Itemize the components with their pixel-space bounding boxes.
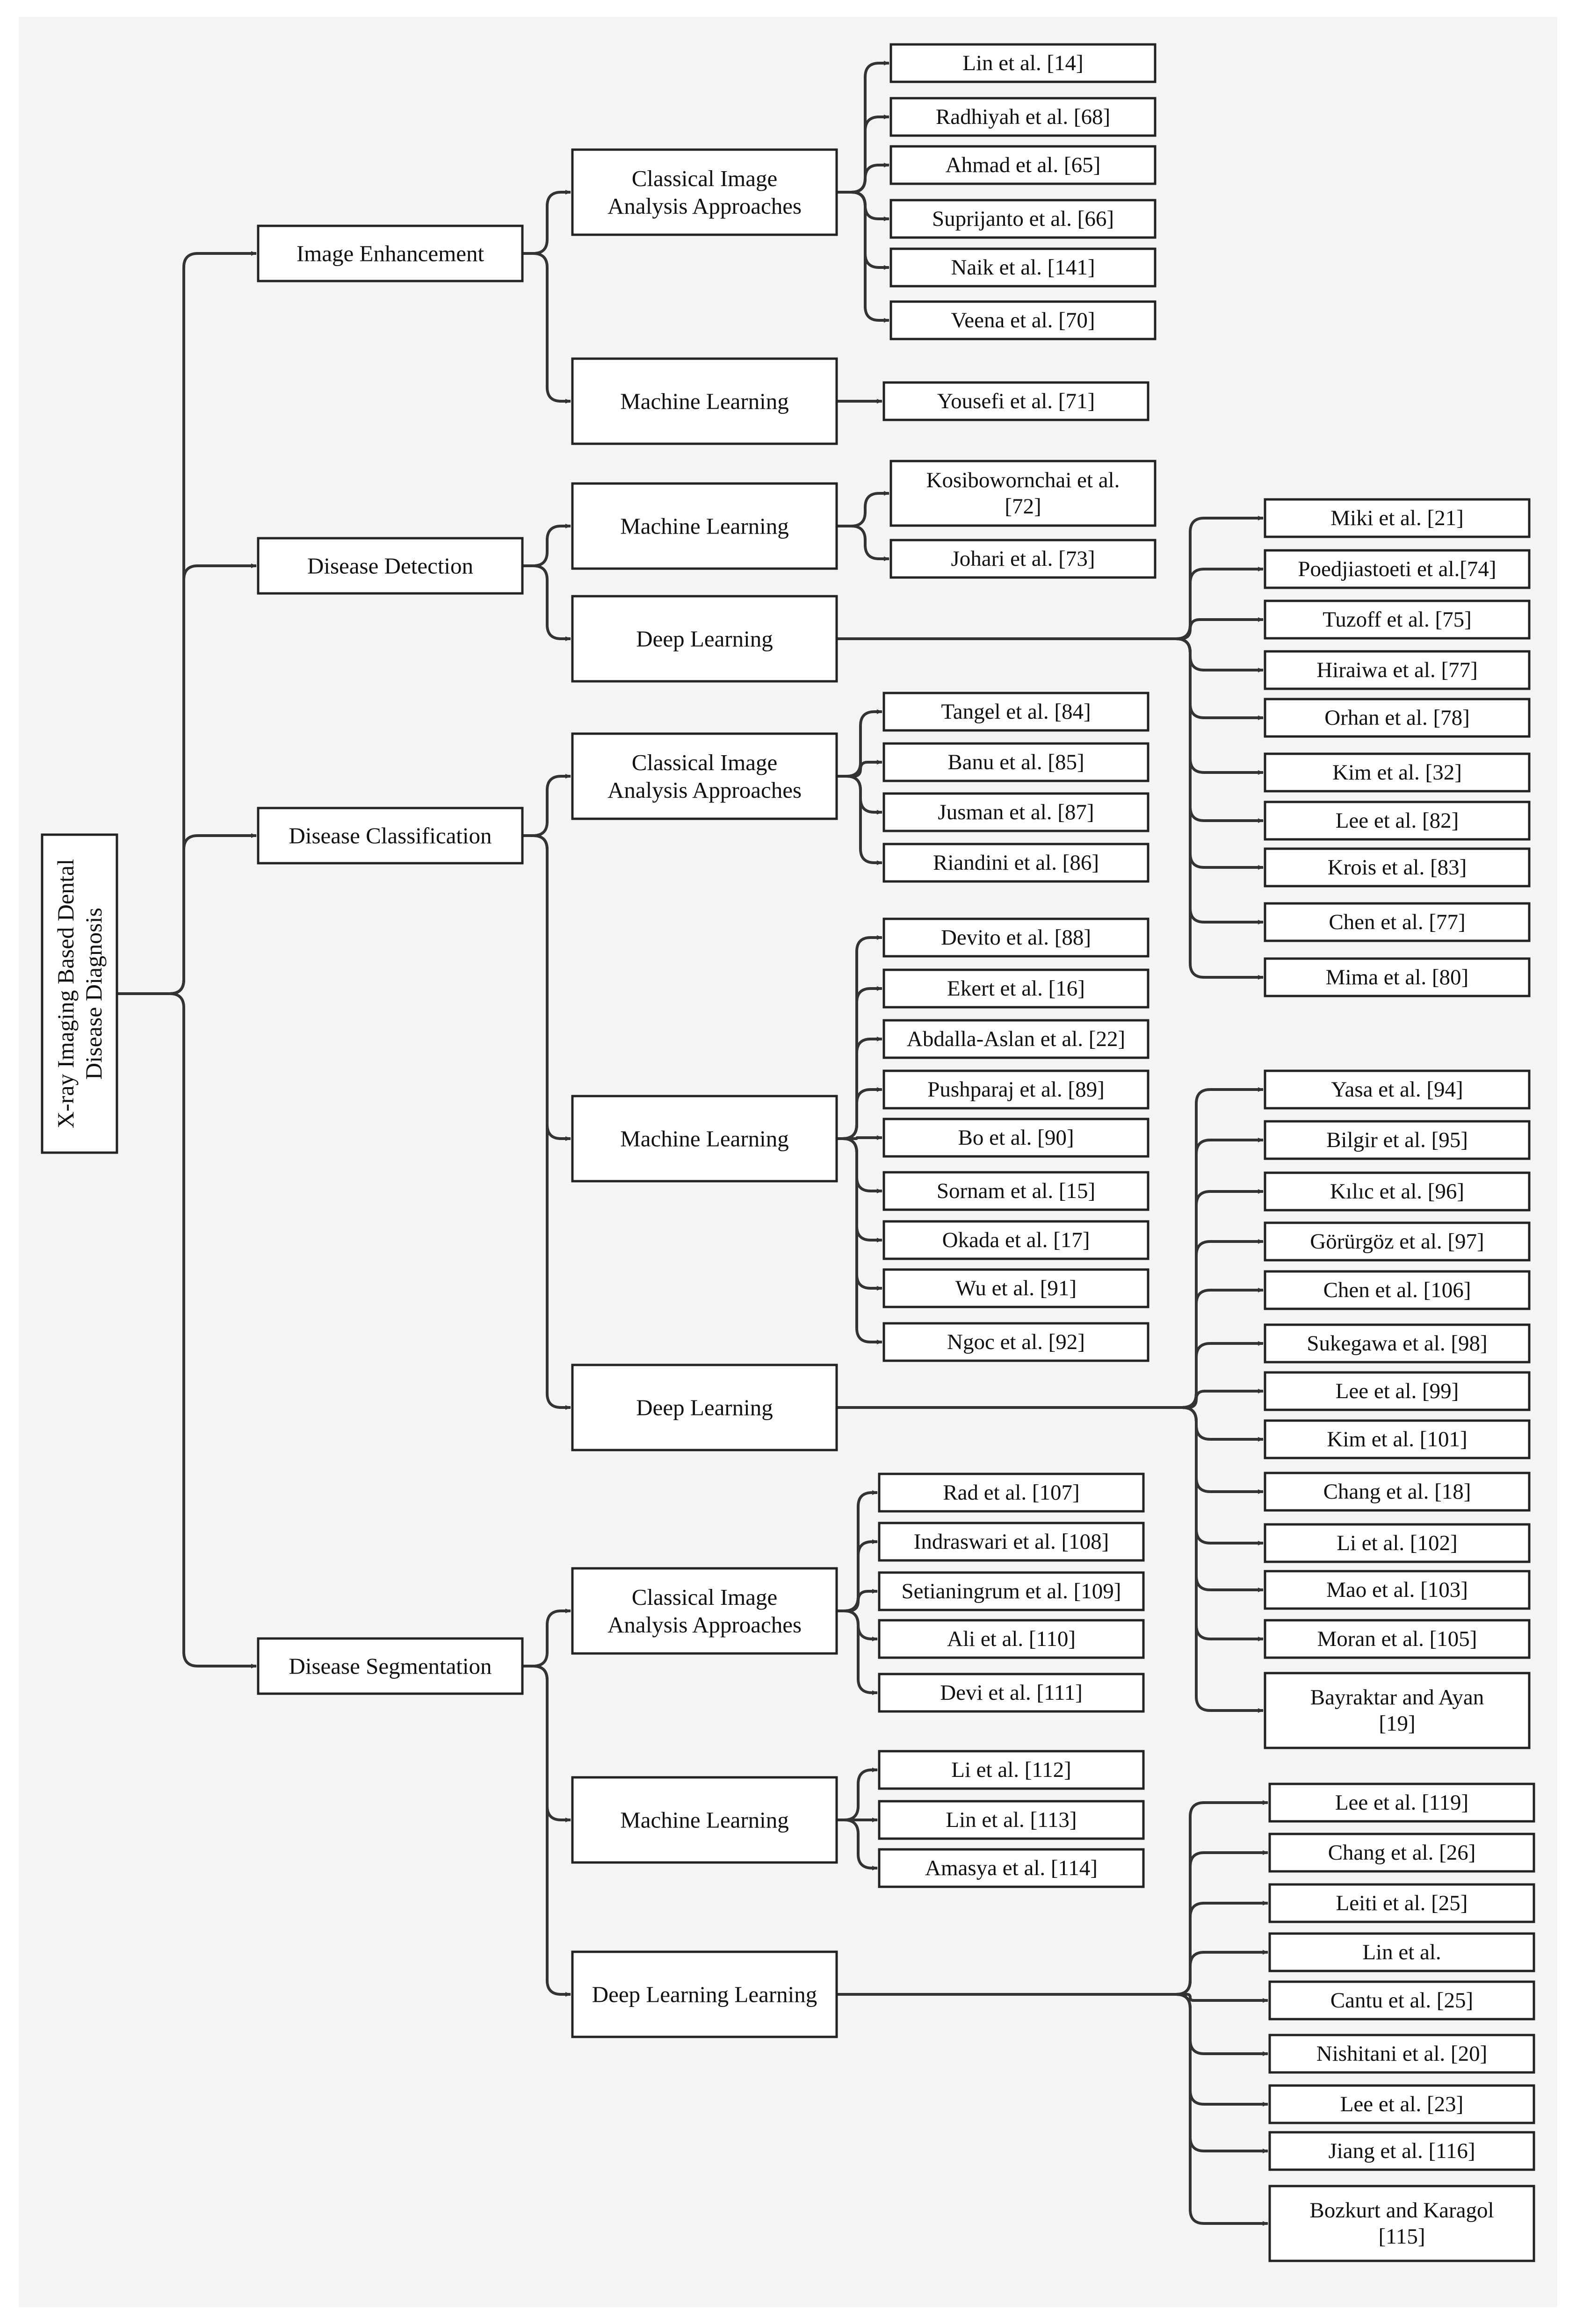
study-devito-et-al xyxy=(884,919,1148,956)
study-suprijanto-et-al-label: Suprijanto et al. [66] xyxy=(932,207,1114,231)
study-kim-et-al-label: Kim et al. [101] xyxy=(1327,1427,1468,1451)
study-bo-et-al-label: Bo et al. [90] xyxy=(958,1126,1074,1150)
study-ngoc-et-al xyxy=(884,1323,1148,1361)
study-setianingrum-et-al xyxy=(879,1573,1143,1610)
method-ds-ml-machine-learning-label: Machine Learning xyxy=(620,1807,789,1833)
study-jusman-et-al xyxy=(884,794,1148,831)
study-mao-et-al xyxy=(1265,1571,1529,1609)
study-orhan-et-al-label: Orhan et al. [78] xyxy=(1324,706,1470,730)
study-chang-et-al-label: Chang et al. [26] xyxy=(1328,1840,1476,1865)
study-rad-et-al-label: Rad et al. [107] xyxy=(943,1480,1080,1505)
task-disease-segmentation-label: Disease Segmentation xyxy=(289,1653,492,1679)
study-leiti-et-al xyxy=(1270,1884,1534,1922)
study-ngoc-et-al-label: Ngoc et al. [92] xyxy=(947,1330,1085,1354)
study-radhiyah-et-al-label: Radhiyah et al. [68] xyxy=(935,105,1111,129)
study-banu-et-al-label: Banu et al. [85] xyxy=(947,750,1084,774)
study-johari-et-al xyxy=(891,540,1155,577)
study-kim-et-al-label: Kim et al. [32] xyxy=(1332,760,1462,785)
study-rad-et-al xyxy=(879,1474,1143,1511)
study-lee-et-al xyxy=(1265,1372,1529,1410)
method-dd-dl-deep-learning xyxy=(572,596,837,681)
study-sukegawa-et-al xyxy=(1265,1325,1529,1362)
method-ds-cia-classical-image-analysis-approaches-label: Analysis Approaches xyxy=(607,1611,802,1638)
study-ali-et-al-label: Ali et al. [110] xyxy=(947,1627,1076,1651)
study-suprijanto-et-al xyxy=(891,200,1155,238)
method-ds-cia-classical-image-analysis-approaches-label: Classical Image xyxy=(631,1584,778,1610)
study-miki-et-al xyxy=(1265,499,1529,537)
study-riandini-et-al xyxy=(884,844,1148,881)
study-lee-et-al-label: Lee et al. [99] xyxy=(1335,1379,1459,1403)
study-jiang-et-al-label: Jiang et al. [116] xyxy=(1328,2139,1475,2163)
study-mao-et-al-label: Mao et al. [103] xyxy=(1326,1578,1468,1602)
study-krois-et-al-label: Krois et al. [83] xyxy=(1327,855,1467,880)
study-bilgir-et-al-label: Bilgir et al. [95] xyxy=(1326,1128,1468,1152)
study-orhan-et-al xyxy=(1265,699,1529,736)
method-dc-cia-classical-image-analysis-approaches xyxy=(572,734,837,819)
study-bayraktar-and-ayan-label: [19] xyxy=(1379,1711,1416,1736)
study-ahmad-et-al-label: Ahmad et al. [65] xyxy=(945,153,1101,177)
method-dc-cia-classical-image-analysis-approaches-label: Classical Image xyxy=(631,750,778,776)
study-lee-et-al xyxy=(1265,802,1529,839)
study-kosibowornchai-et-al-label: [72] xyxy=(1005,494,1041,519)
study-ali-et-al xyxy=(879,1620,1143,1658)
method-ds-ml-machine-learning xyxy=(572,1777,837,1862)
study-chen-et-al-label: Chen et al. [77] xyxy=(1329,910,1466,934)
study-bilgir-et-al xyxy=(1265,1121,1529,1159)
study-jiang-et-al xyxy=(1270,2132,1534,2170)
method-ds-dl-deep-learning-learning-label: Deep Learning Learning xyxy=(592,1981,817,2007)
root-node-label: Disease Diagnosis xyxy=(80,908,107,1080)
study-mima-et-al xyxy=(1265,959,1529,996)
study-bayraktar-and-ayan-label: Bayraktar and Ayan xyxy=(1310,1685,1484,1710)
study-li-et-al xyxy=(879,1751,1143,1789)
study-lin-et-al xyxy=(1270,1934,1534,1971)
method-ie-ml-machine-learning-label: Machine Learning xyxy=(620,388,789,414)
task-disease-classification-label: Disease Classification xyxy=(289,823,492,849)
study-chen-et-al xyxy=(1265,903,1529,941)
study-riandini-et-al-label: Riandini et al. [86] xyxy=(933,851,1099,875)
study-tuzoff-et-al-label: Tuzoff et al. [75] xyxy=(1323,607,1472,632)
study-naik-et-al xyxy=(891,249,1155,286)
study-banu-et-al xyxy=(884,743,1148,781)
method-dc-ml-machine-learning xyxy=(572,1096,837,1181)
task-disease-classification xyxy=(258,808,522,863)
study-cantu-et-al xyxy=(1270,1982,1534,2019)
method-ds-cia-classical-image-analysis-approaches-box xyxy=(572,1568,837,1653)
method-dc-dl-deep-learning-label: Deep Learning xyxy=(636,1394,773,1421)
study-naik-et-al-label: Naik et al. [141] xyxy=(951,255,1095,280)
study-bayraktar-and-ayan xyxy=(1265,1673,1529,1748)
study-abdalla-aslan-et-al-label: Abdalla-Aslan et al. [22] xyxy=(906,1027,1126,1051)
study-bozkurt-and-karagol-box xyxy=(1270,2186,1534,2261)
method-dd-dl-deep-learning-label: Deep Learning xyxy=(636,626,773,652)
study-veena-et-al-label: Veena et al. [70] xyxy=(951,308,1095,332)
study-kosibowornchai-et-al-label: Kosibowornchai et al. xyxy=(926,468,1120,492)
study-bo-et-al xyxy=(884,1119,1148,1156)
study-lin-et-al-label: Lin et al. [14] xyxy=(962,51,1084,75)
study-bayraktar-and-ayan-box xyxy=(1265,1673,1529,1748)
study-chen-et-al xyxy=(1265,1271,1529,1309)
task-image-enhancement-label: Image Enhancement xyxy=(296,240,484,267)
study-ekert-et-al-label: Ekert et al. [16] xyxy=(947,976,1085,1001)
study-chen-et-al-label: Chen et al. [106] xyxy=(1323,1278,1471,1302)
method-dd-ml-machine-learning-label: Machine Learning xyxy=(620,513,789,539)
study-hiraiwa-et-al xyxy=(1265,651,1529,689)
study-indraswari-et-al-label: Indraswari et al. [108] xyxy=(913,1530,1109,1554)
root-node-label: X-ray Imaging Based Dental xyxy=(52,859,79,1129)
study-lee-et-al-label: Lee et al. [119] xyxy=(1335,1790,1469,1815)
study-johari-et-al-label: Johari et al. [73] xyxy=(951,547,1095,571)
study-chang-et-al-label: Chang et al. [18] xyxy=(1323,1480,1471,1504)
study-mima-et-al-label: Mima et al. [80] xyxy=(1325,965,1469,989)
study-lee-et-al-label: Lee et al. [82] xyxy=(1335,808,1459,833)
study-lee-et-al xyxy=(1270,2086,1534,2123)
study-krois-et-al xyxy=(1265,849,1529,886)
study-devi-et-al-label: Devi et al. [111] xyxy=(940,1681,1083,1705)
study-lin-et-al-label: Lin et al. [113] xyxy=(946,1808,1077,1832)
study-sukegawa-et-al-label: Sukegawa et al. [98] xyxy=(1307,1331,1488,1356)
study-setianingrum-et-al-label: Setianingrum et al. [109] xyxy=(901,1579,1121,1603)
study-nishitani-et-al xyxy=(1270,2035,1534,2072)
study-bozkurt-and-karagol-label: [115] xyxy=(1378,2224,1425,2249)
study-tuzoff-et-al xyxy=(1265,601,1529,638)
study-cantu-et-al-label: Cantu et al. [25] xyxy=(1330,1988,1474,2013)
study-lin-et-al xyxy=(879,1801,1143,1839)
method-ie-cia-classical-image-analysis-approaches-label: Analysis Approaches xyxy=(607,193,802,219)
study-okada-et-al xyxy=(884,1221,1148,1259)
study-leiti-et-al-label: Leiti et al. [25] xyxy=(1336,1891,1468,1915)
method-dd-ml-machine-learning xyxy=(572,484,837,569)
study-sornam-et-al-label: Sornam et al. [15] xyxy=(936,1179,1096,1203)
study-veena-et-al xyxy=(891,302,1155,339)
study-moran-et-al xyxy=(1265,1620,1529,1658)
study-li-et-al xyxy=(1265,1524,1529,1562)
study-li-et-al-label: Li et al. [112] xyxy=(951,1758,1071,1782)
study-tangel-et-al-label: Tangel et al. [84] xyxy=(941,700,1091,724)
study-nishitani-et-al-label: Nishitani et al. [20] xyxy=(1316,2042,1488,2066)
study-sornam-et-al xyxy=(884,1172,1148,1210)
study-wu-et-al xyxy=(884,1270,1148,1307)
study-wu-et-al-label: Wu et al. [91] xyxy=(955,1276,1077,1300)
study-kim-et-al xyxy=(1265,754,1529,791)
study-tangel-et-al xyxy=(884,693,1148,730)
study-hiraiwa-et-al-label: Hiraiwa et al. [77] xyxy=(1316,658,1478,682)
study-amasya-et-al-label: Amasya et al. [114] xyxy=(925,1856,1098,1880)
study-ekert-et-al xyxy=(884,970,1148,1007)
study-indraswari-et-al xyxy=(879,1523,1143,1560)
method-dc-cia-classical-image-analysis-approaches-box xyxy=(572,734,837,819)
study-lin-et-al xyxy=(891,44,1155,82)
study-lee-et-al-label: Lee et al. [23] xyxy=(1340,2092,1464,2116)
study-kosibowornchai-et-al xyxy=(891,461,1155,526)
method-ds-dl-deep-learning-learning xyxy=(572,1952,837,2037)
study-g-r-rg-z-et-al xyxy=(1265,1223,1529,1260)
study-okada-et-al-label: Okada et al. [17] xyxy=(942,1228,1090,1252)
task-disease-detection xyxy=(258,538,522,593)
study-yasa-et-al-label: Yasa et al. [94] xyxy=(1331,1077,1463,1102)
study-pushparaj-et-al xyxy=(884,1071,1148,1108)
method-ie-cia-classical-image-analysis-approaches xyxy=(572,150,837,235)
method-dc-cia-classical-image-analysis-approaches-label: Analysis Approaches xyxy=(607,777,802,803)
study-moran-et-al-label: Moran et al. [105] xyxy=(1317,1627,1477,1651)
study-li-et-al-label: Li et al. [102] xyxy=(1337,1531,1458,1555)
study-k-l-c-et-al-label: Kılıc et al. [96] xyxy=(1330,1179,1465,1204)
study-lin-et-al-label: Lin et al. xyxy=(1362,1940,1441,1964)
study-chang-et-al xyxy=(1270,1834,1534,1871)
task-disease-segmentation xyxy=(258,1638,522,1694)
study-poedjiastoeti-et-al-label: Poedjiastoeti et al.[74] xyxy=(1298,557,1496,581)
method-dc-ml-machine-learning-label: Machine Learning xyxy=(620,1126,789,1152)
task-disease-detection-label: Disease Detection xyxy=(307,553,474,579)
study-g-r-rg-z-et-al-label: Görürgöz et al. [97] xyxy=(1310,1229,1484,1254)
study-devi-et-al xyxy=(879,1674,1143,1711)
method-dc-dl-deep-learning xyxy=(572,1365,837,1450)
study-chang-et-al xyxy=(1265,1473,1529,1510)
study-jusman-et-al-label: Jusman et al. [87] xyxy=(938,800,1094,824)
method-ie-cia-classical-image-analysis-approaches-label: Classical Image xyxy=(631,166,778,192)
task-image-enhancement xyxy=(258,226,522,281)
study-lee-et-al xyxy=(1270,1784,1534,1821)
study-poedjiastoeti-et-al xyxy=(1265,550,1529,588)
study-amasya-et-al xyxy=(879,1849,1143,1887)
method-ie-ml-machine-learning xyxy=(572,359,837,444)
method-ds-cia-classical-image-analysis-approaches xyxy=(572,1568,837,1653)
study-kim-et-al xyxy=(1265,1421,1529,1458)
study-radhiyah-et-al xyxy=(891,98,1155,136)
study-k-l-c-et-al xyxy=(1265,1173,1529,1210)
study-miki-et-al-label: Miki et al. [21] xyxy=(1330,506,1464,530)
method-ie-cia-classical-image-analysis-approaches-box xyxy=(572,150,837,235)
root-node xyxy=(42,835,117,1153)
study-devito-et-al-label: Devito et al. [88] xyxy=(940,925,1092,950)
study-abdalla-aslan-et-al xyxy=(884,1020,1148,1058)
study-pushparaj-et-al-label: Pushparaj et al. [89] xyxy=(927,1077,1105,1102)
study-yousefi-et-al-label: Yousefi et al. [71] xyxy=(937,389,1095,413)
study-bozkurt-and-karagol-label: Bozkurt and Karagol xyxy=(1309,2198,1494,2223)
study-bozkurt-and-karagol xyxy=(1270,2186,1534,2261)
study-yasa-et-al xyxy=(1265,1071,1529,1108)
study-yousefi-et-al xyxy=(884,383,1148,420)
study-ahmad-et-al xyxy=(891,146,1155,184)
